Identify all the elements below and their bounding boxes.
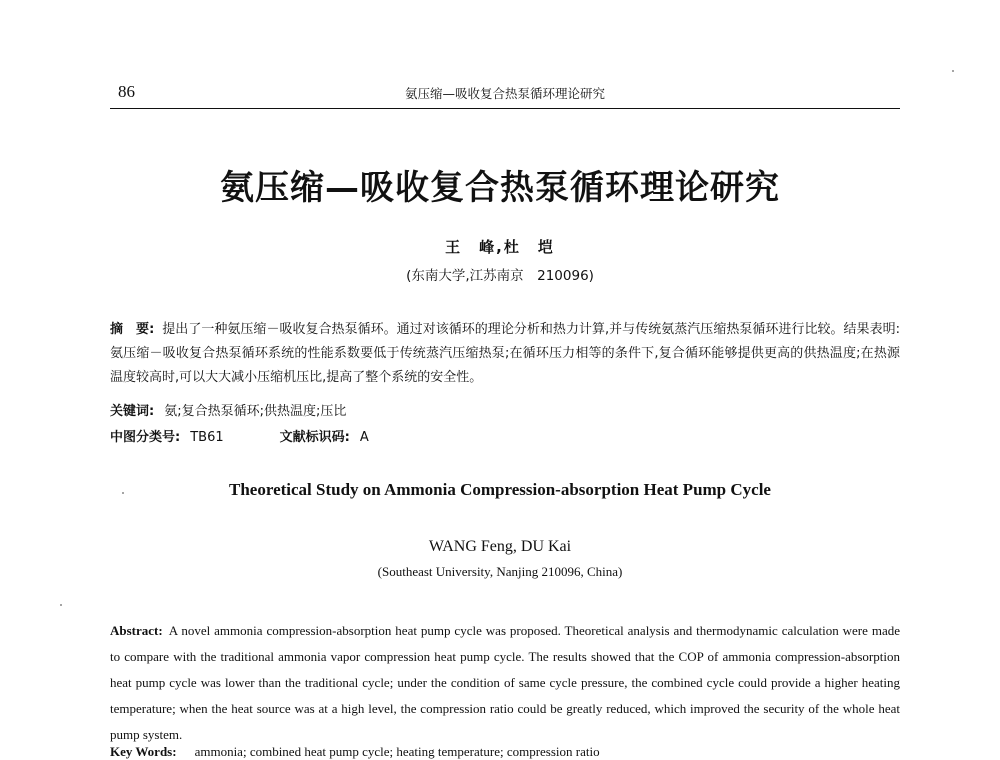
document-code-value: A bbox=[359, 430, 369, 445]
chinese-title: 氨压缩—吸收复合热泵循环理论研究 bbox=[220, 168, 780, 208]
english-abstract-label: Abstract: bbox=[110, 623, 163, 638]
chinese-keywords-text: 氨;复合热泵循环;供热温度;压比 bbox=[164, 404, 347, 419]
classification-value: TB61 bbox=[190, 430, 224, 445]
english-title: Theoretical Study on Ammonia Compression-absorption Heat Pump Cycle bbox=[229, 480, 771, 499]
classification-line bbox=[110, 426, 900, 445]
scan-speck bbox=[60, 604, 62, 606]
scan-speck bbox=[122, 492, 124, 494]
english-affiliation: (Southeast University, Nanjing 210096, China) bbox=[377, 564, 623, 579]
chinese-abstract-label: 摘 要: bbox=[110, 322, 155, 337]
english-keywords-text: ammonia; combined heat pump cycle; heating temperature; compression ratio bbox=[194, 744, 600, 759]
english-abstract bbox=[110, 618, 900, 748]
chinese-abstract-text: 提出了一种氨压缩－吸收复合热泵循环。通过对该循环的理论分析和热力计算,并与传统氨蒸汽压缩热泵循环进行比较。结果表明:氨压缩－吸收复合热泵循环系统的性能系数要低于传统蒸汽压缩热泵;在循环压力相等的条件下,复合循环能够提供更高的供热温度;在热源温度较高时,可以大大减小压缩机压比,提高了整个系统的安全性。 bbox=[110, 322, 900, 385]
scan-speck bbox=[952, 70, 954, 72]
chinese-abstract bbox=[110, 318, 900, 390]
chinese-keywords-label: 关键词: bbox=[110, 404, 155, 419]
page-number: 86 bbox=[118, 82, 135, 101]
english-keywords bbox=[110, 744, 900, 760]
chinese-keywords bbox=[110, 400, 900, 419]
running-header bbox=[110, 80, 900, 109]
classification-label: 中图分类号: bbox=[110, 430, 181, 445]
chinese-affiliation: (东南大学,江苏南京 210096) bbox=[406, 268, 594, 284]
english-abstract-text: A novel ammonia compression-absorption heat pump cycle was proposed. Theoretical analysis and thermodynamic calculation were made to compare with the traditional ammonia vapor compression heat pump cycle. The results showed that the COP of ammonia compression-absorption heat pump cycle was lower than the traditional cycle; under the condition of same cycle pressure, the combined cycle could provide a higher heating temperature; when the heat source was at a high level, the compression ratio could be greatly reduced, which improved the security of the whole heat pump system. bbox=[110, 623, 900, 742]
document-code-label: 文献标识码: bbox=[279, 430, 350, 445]
running-title: 氨压缩—吸收复合热泵循环理论研究 bbox=[404, 86, 605, 101]
english-keywords-label: Key Words: bbox=[110, 744, 177, 759]
english-authors: WANG Feng, DU Kai bbox=[428, 538, 572, 555]
chinese-authors: 王 峰,杜 垲 bbox=[445, 238, 555, 256]
